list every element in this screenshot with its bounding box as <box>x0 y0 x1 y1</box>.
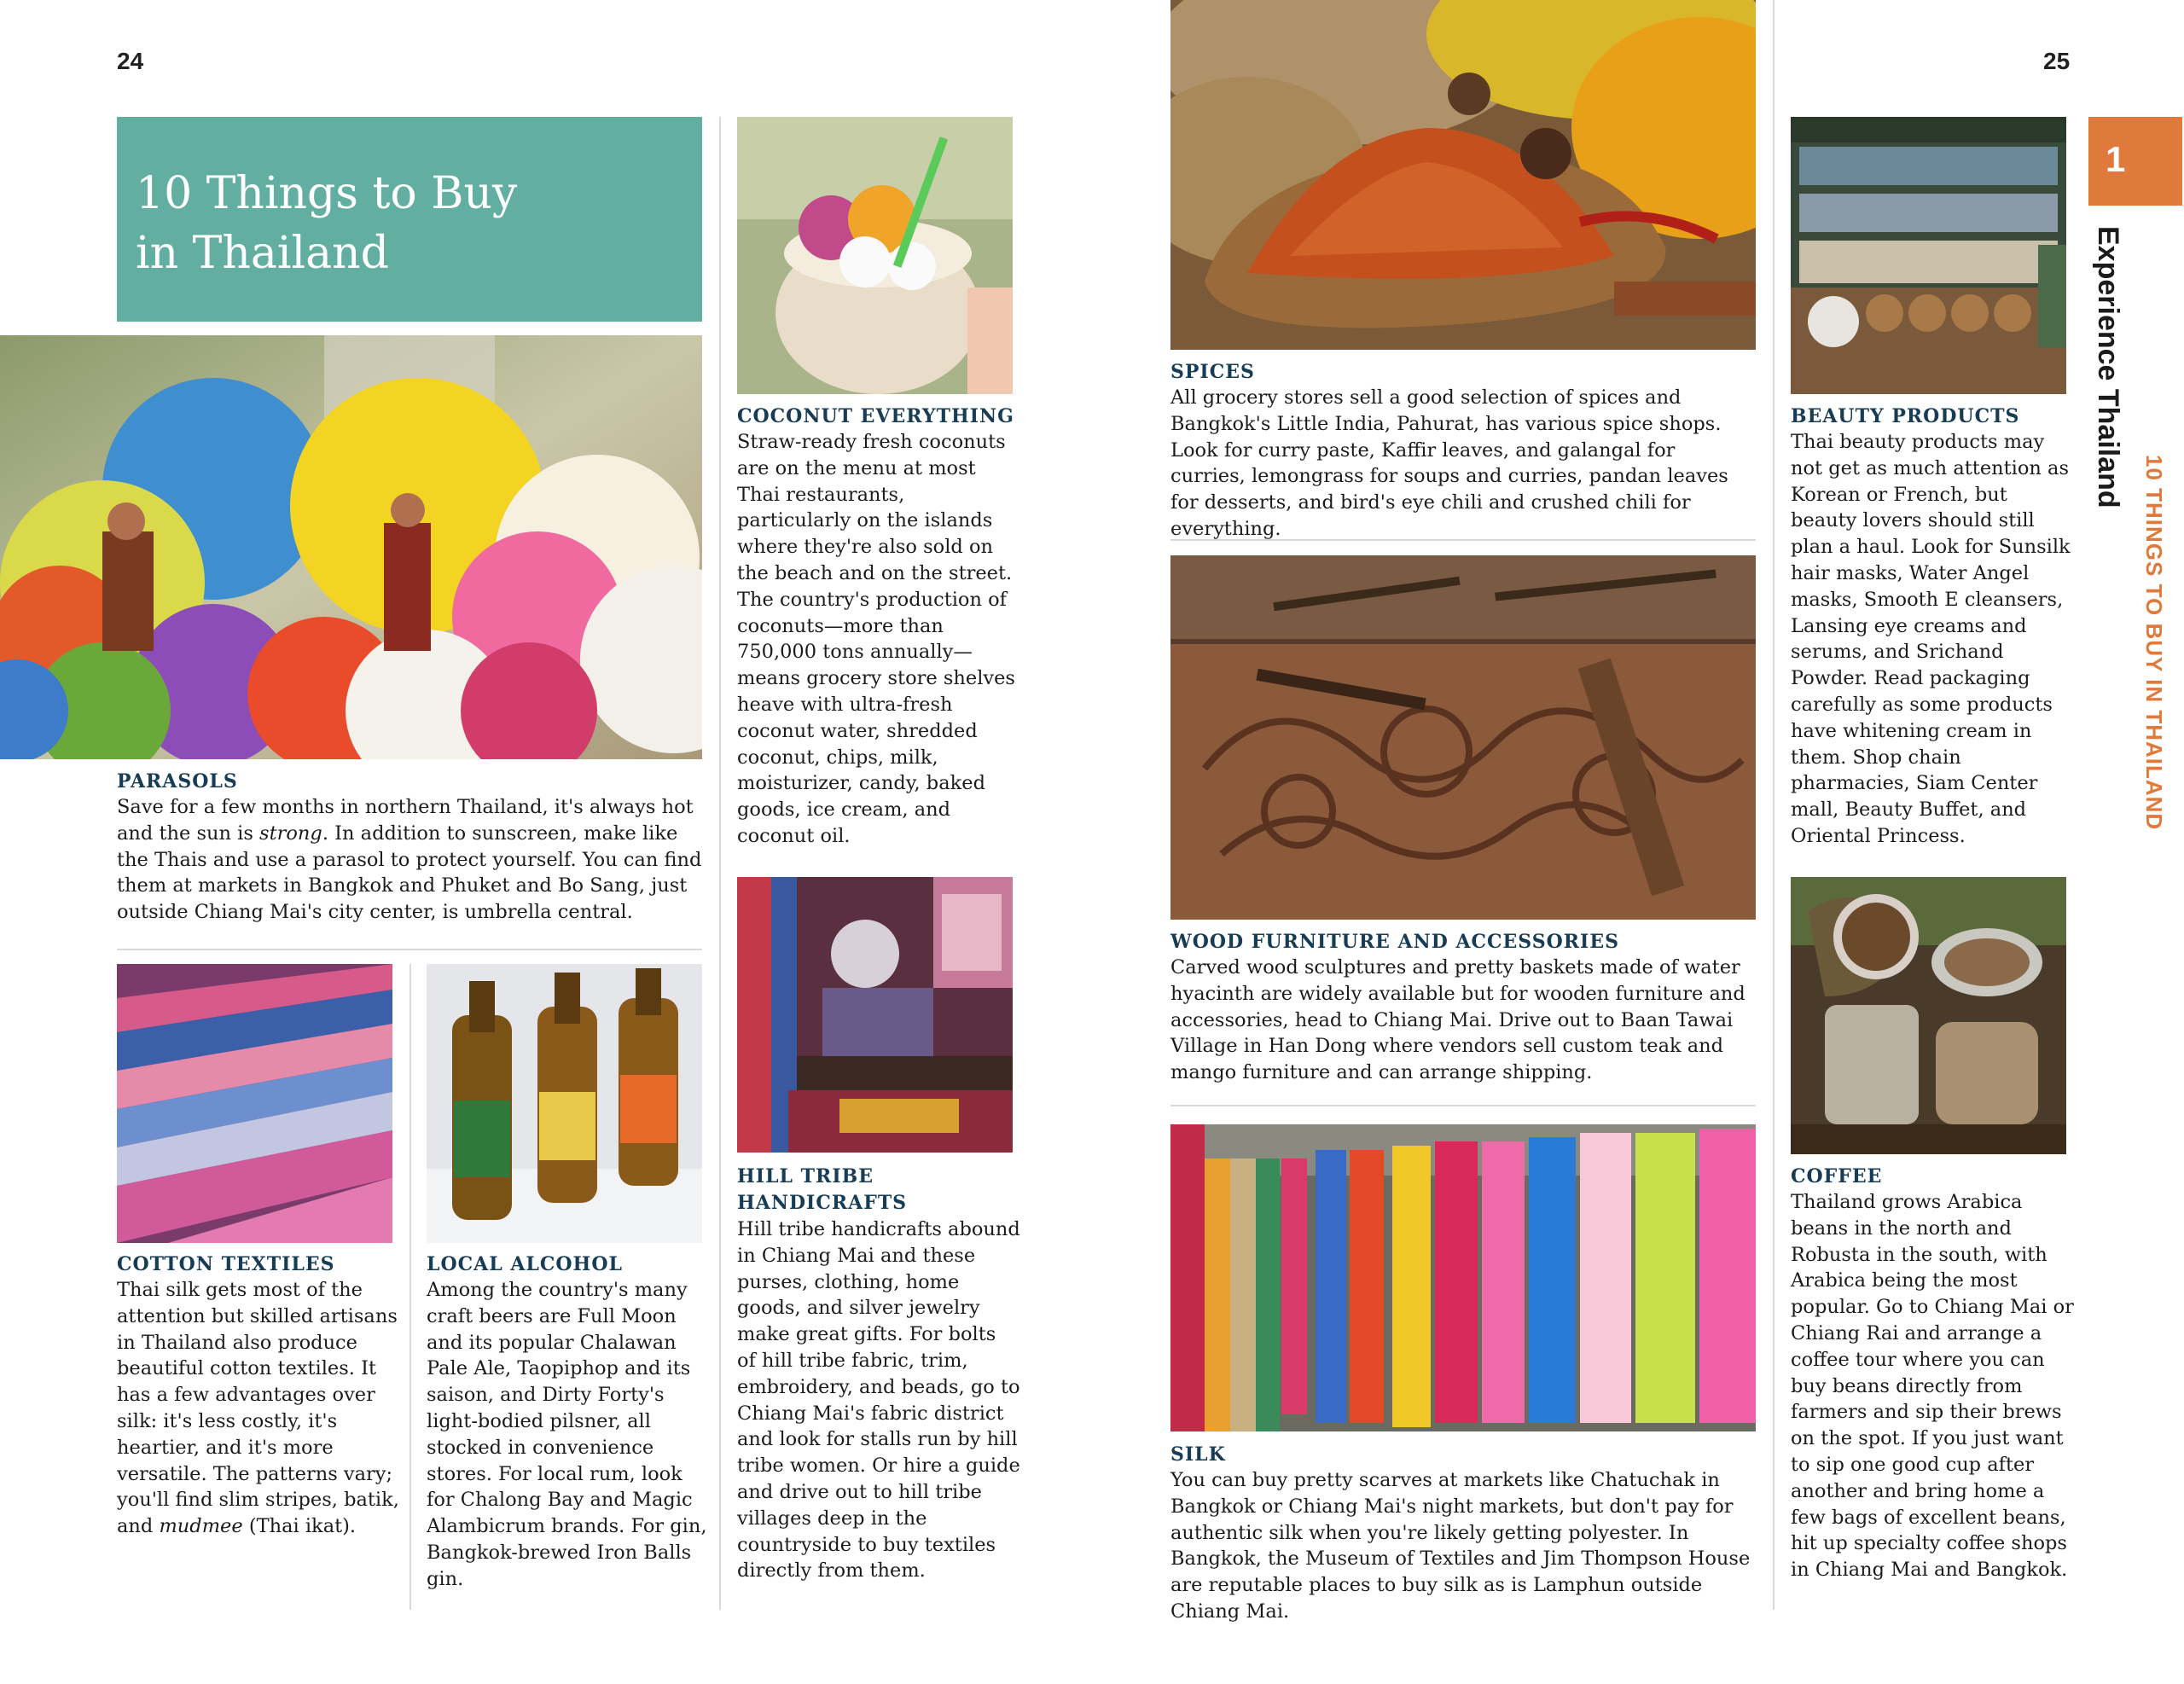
section-rule <box>1170 1105 1756 1106</box>
wood-heading: WOOD FURNITURE AND ACCESSORIES <box>1170 931 1619 953</box>
coffee-heading: COFFEE <box>1791 1165 1883 1188</box>
cotton-text <box>117 1277 400 1540</box>
parasols-text-part-2: . In addition to sunscreen, make like the Thais and use a parasol to protect yourself. You can find them at markets in Bangkok and Phuket and Bo Sang, just outside Chiang Mai's city center, is umbrella central. <box>117 822 702 924</box>
coffee-photo <box>1791 877 2066 1154</box>
coconut-heading: COCONUT EVERYTHING <box>737 405 1014 427</box>
parasols-text-emphasis: strong <box>259 822 322 845</box>
silk-heading: SILK <box>1170 1443 1226 1466</box>
cotton-textiles-photo <box>117 964 392 1243</box>
parasols-text <box>117 794 702 926</box>
coconut-photo <box>737 117 1013 394</box>
hill-tribe-text: Hill tribe handicrafts abound in Chiang Mai and these purses, clothing, home goods, and silver jewelry make great gifts. For bolts of hill tribe fabric, trim, embroidery, and beads, go to Chiang Mai's fabric district and look for stalls run by hill tribe women. Or hire a guide and drive out to hill tribe villages deep in the countryside to buy textiles directly from them. <box>737 1218 1020 1582</box>
wood-text: Carved wood sculptures and pretty baskets made of water hyacinth are widely available but for wooden furniture and accessories, head to Chiang Mai. Drive out to Baan Tawai Village in Han Dong where vendors sell custom teak and mango furniture and can arrange shipping. <box>1170 956 1745 1084</box>
page-number-left: 24 <box>117 48 144 74</box>
beauty-photo <box>1791 117 2066 394</box>
coffee-text: Thailand grows Arabica beans in the north and Robusta in the south, with Arabica being the most popular. Go to Chiang Mai or Chiang Rai and arrange a coffee tour where you can buy beans directly from farmers and sip their brews on the spot. If you just want to sip one good cup after another and bring home a few bags of excellent beans, hit up specialty coffee shops in Chiang Mai and Bangkok. <box>1791 1191 2074 1582</box>
spices-heading: SPICES <box>1170 361 1255 383</box>
cotton-text-part-1: Thai silk gets most of the attention but skilled artisans in Thailand also produce beautiful cotton textiles. It has a few advantages over silk: it's less costly, it's heartier, and it's more versatile. The patterns vary; you'll find slim stripes, batik, and <box>117 1279 399 1538</box>
beauty-heading: BEAUTY PRODUCTS <box>1791 405 2020 427</box>
section-rule <box>117 949 702 950</box>
chapter-title: Experience Thailand <box>2092 226 2124 508</box>
hill-tribe-heading <box>737 1164 907 1217</box>
alcohol-text: Among the country's many craft beers are Full Moon and its popular Chalawan Pale Ale, Taopiphop and its saison, and Dirty Forty's light-bodied pilsner, all stocked in convenience stores. For local rum, look for Chalong Bay and Magic Alambicrum brands. For gin, Bangkok-brewed Iron Balls gin. <box>427 1279 707 1590</box>
spices-text: All grocery stores sell a good selection of spices and Bangkok's Little India, Pahurat, has various spice shops. Look for curry paste, Kaffir leaves, and galangal for curries, lemongrass for soups and curries, pandan leaves for desserts, and bird's eye chili and crushed chili for everything. <box>1170 386 1728 540</box>
hill-tribe-heading-line-1: HILL TRIBE <box>737 1165 874 1188</box>
parasols-text-part-1: Save for a few months in northern Thailand, it's always hot and the sun is <box>117 796 694 845</box>
page-title-line-1: 10 Things to Buy <box>136 168 518 219</box>
coconut-text: Straw-ready fresh coconuts are on the menu at most Thai restaurants, particularly on the islands where they're also sold on the beach and on the street. The country's production of coconuts—more than 750,000 tons annually—means grocery store shelves heave with ultra-fresh coconut water, shredded coconut, chips, milk, moisturizer, candy, baked goods, ice cream, and coconut oil. <box>737 431 1015 847</box>
page-number-right: 25 <box>2043 48 2071 74</box>
page-title-line-2: in Thailand <box>136 228 389 279</box>
section-title: 10 THINGS TO BUY IN THAILAND <box>2141 455 2167 831</box>
cotton-text-part-2: (Thai ikat). <box>242 1515 357 1538</box>
parasols-photo <box>0 335 702 759</box>
hill-tribe-heading-line-2: HANDICRAFTS <box>737 1192 908 1214</box>
local-alcohol-photo <box>427 964 702 1243</box>
column-rule <box>719 117 721 1610</box>
beauty-text: Thai beauty products may not get as much attention as Korean or French, but beauty lovers should still plan a haul. Look for Sunsilk hair masks, Water Angel masks, Smooth E cleansers, Lansing eye creams and serums, and Srichand Powder. Read packaging carefully as some products have whitening cream in them. Shop chain pharmacies, Siam Center mall, Beauty Buffet, and Oriental Princess. <box>1791 431 2071 847</box>
chapter-tab <box>2088 117 2182 206</box>
page-title <box>136 164 682 283</box>
column-rule <box>1773 0 1774 1610</box>
wood-photo <box>1170 555 1756 920</box>
parasols-heading: PARASOLS <box>117 770 238 793</box>
column-rule <box>410 964 411 1610</box>
cotton-text-emphasis: mudmee <box>159 1515 243 1538</box>
chapter-number: 1 <box>2106 139 2126 179</box>
silk-text: You can buy pretty scarves at markets like Chatuchak in Bangkok or Chiang Mai's night markets, but don't pay for authentic silk when you're likely getting polyester. In Bangkok, the Museum of Textiles and Jim Thompson House are reputable places to buy silk as is Lamphun outside Chiang Mai. <box>1170 1469 1751 1623</box>
hill-tribe-photo <box>737 877 1013 1153</box>
silk-photo <box>1170 1124 1756 1431</box>
alcohol-heading: LOCAL ALCOHOL <box>427 1253 623 1275</box>
title-box <box>117 117 702 322</box>
cotton-heading: COTTON TEXTILES <box>117 1253 335 1275</box>
spices-photo <box>1170 0 1756 350</box>
